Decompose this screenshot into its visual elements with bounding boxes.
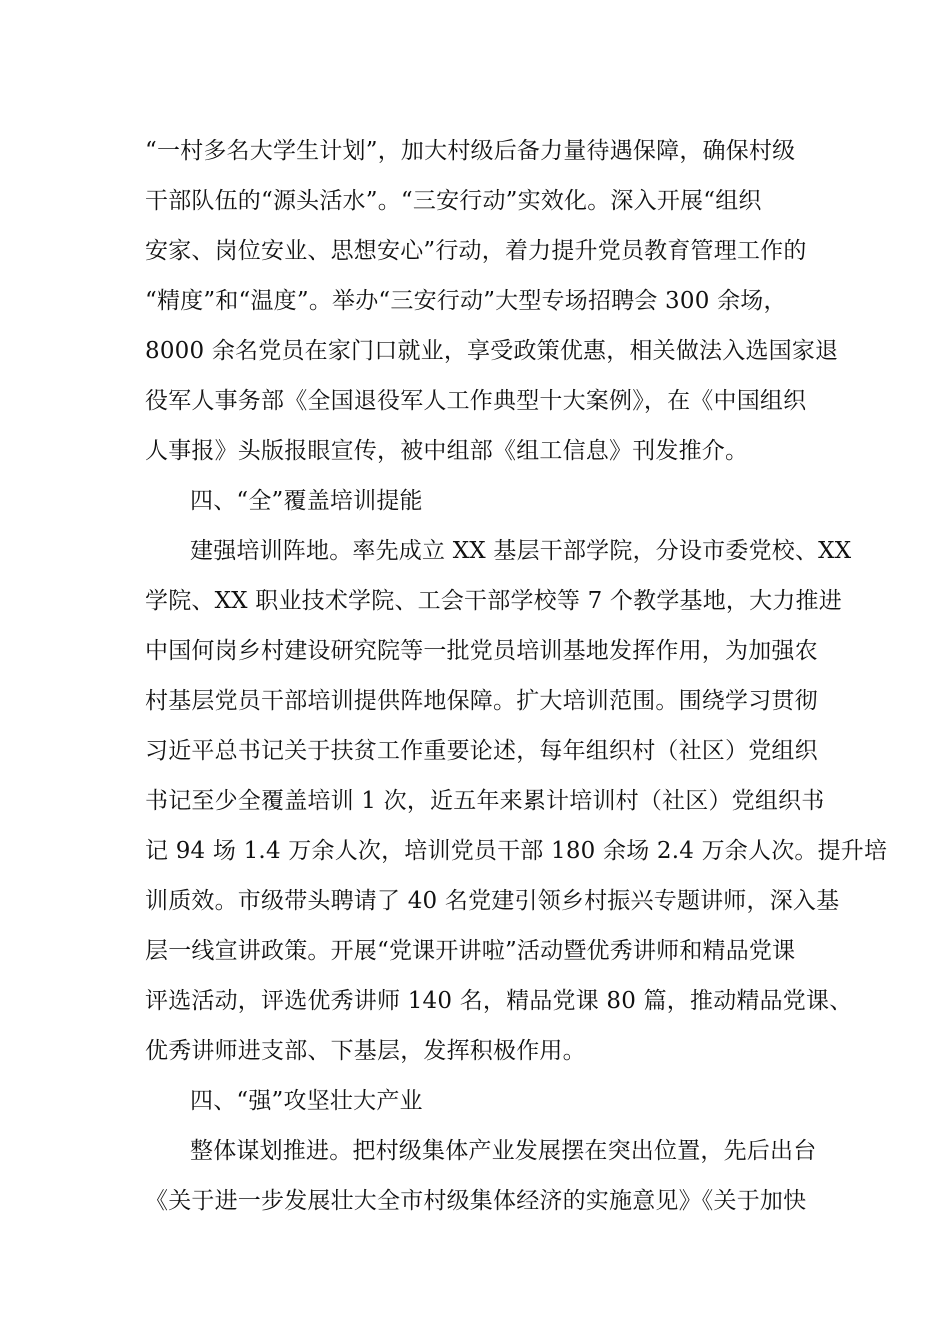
paragraph-line: 干部队伍的“源头活水”。“三安行动”实效化。深入开展“组织 [145,188,762,214]
section-heading: 四、“全”覆盖培训提能 [190,488,423,514]
paragraph-line: 优秀讲师进支部、下基层，发挥积极作用。 [145,1038,586,1064]
section-heading: 四、“强”攻坚壮大产业 [190,1088,423,1114]
paragraph-line: 书记至少全覆盖培训 1 次，近五年来累计培训村（社区）党组织书 [145,788,825,814]
paragraph-line: 层一线宣讲政策。开展“党课开讲啦”活动暨优秀讲师和精品党课 [145,938,796,964]
paragraph-line: 8000 余名党员在家门口就业，享受政策优惠，相关做法入选国家退 [145,338,839,364]
paragraph-line: 学院、XX 职业技术学院、工会干部学校等 7 个教学基地，大力推进 [145,588,842,614]
paragraph-line: 中国何岗乡村建设研究院等一批党员培训基地发挥作用，为加强农 [145,638,818,664]
paragraph-line: 役军人事务部《全国退役军人工作典型十大案例》，在《中国组织 [145,388,807,414]
paragraph-line: 建强培训阵地。率先成立 XX 基层干部学院，分设市委党校、XX [190,538,852,564]
paragraph-line: 村基层党员干部培训提供阵地保障。扩大培训范围。围绕学习贯彻 [145,688,818,714]
paragraph-line: 训质效。市级带头聘请了 40 名党建引领乡村振兴专题讲师，深入基 [145,888,840,914]
paragraph-line: 记 94 场 1.4 万余人次，培训党员干部 180 余场 2.4 万余人次。提升培 [145,838,888,864]
paragraph-line: “精度”和“温度”。举办“三安行动”大型专场招聘会 300 余场， [145,288,787,314]
paragraph-line: 习近平总书记关于扶贫工作重要论述，每年组织村（社区）党组织 [145,738,818,764]
paragraph-line: 人事报》头版报眼宣传，被中组部《组工信息》刊发推介。 [145,438,749,464]
paragraph-line: 《关于进一步发展壮大全市村级集体经济的实施意见》《关于加快 [145,1188,807,1214]
paragraph-line: 安家、岗位安业、思想安心”行动，着力提升党员教育管理工作的 [145,238,807,264]
paragraph-line: 评选活动，评选优秀讲师 140 名，精品党课 80 篇，推动精品党课、 [145,988,853,1014]
paragraph-line: 整体谋划推进。把村级集体产业发展摆在突出位置，先后出台 [190,1138,817,1164]
paragraph-line: “一村多名大学生计划”，加大村级后备力量待遇保障，确保村级 [145,138,796,164]
